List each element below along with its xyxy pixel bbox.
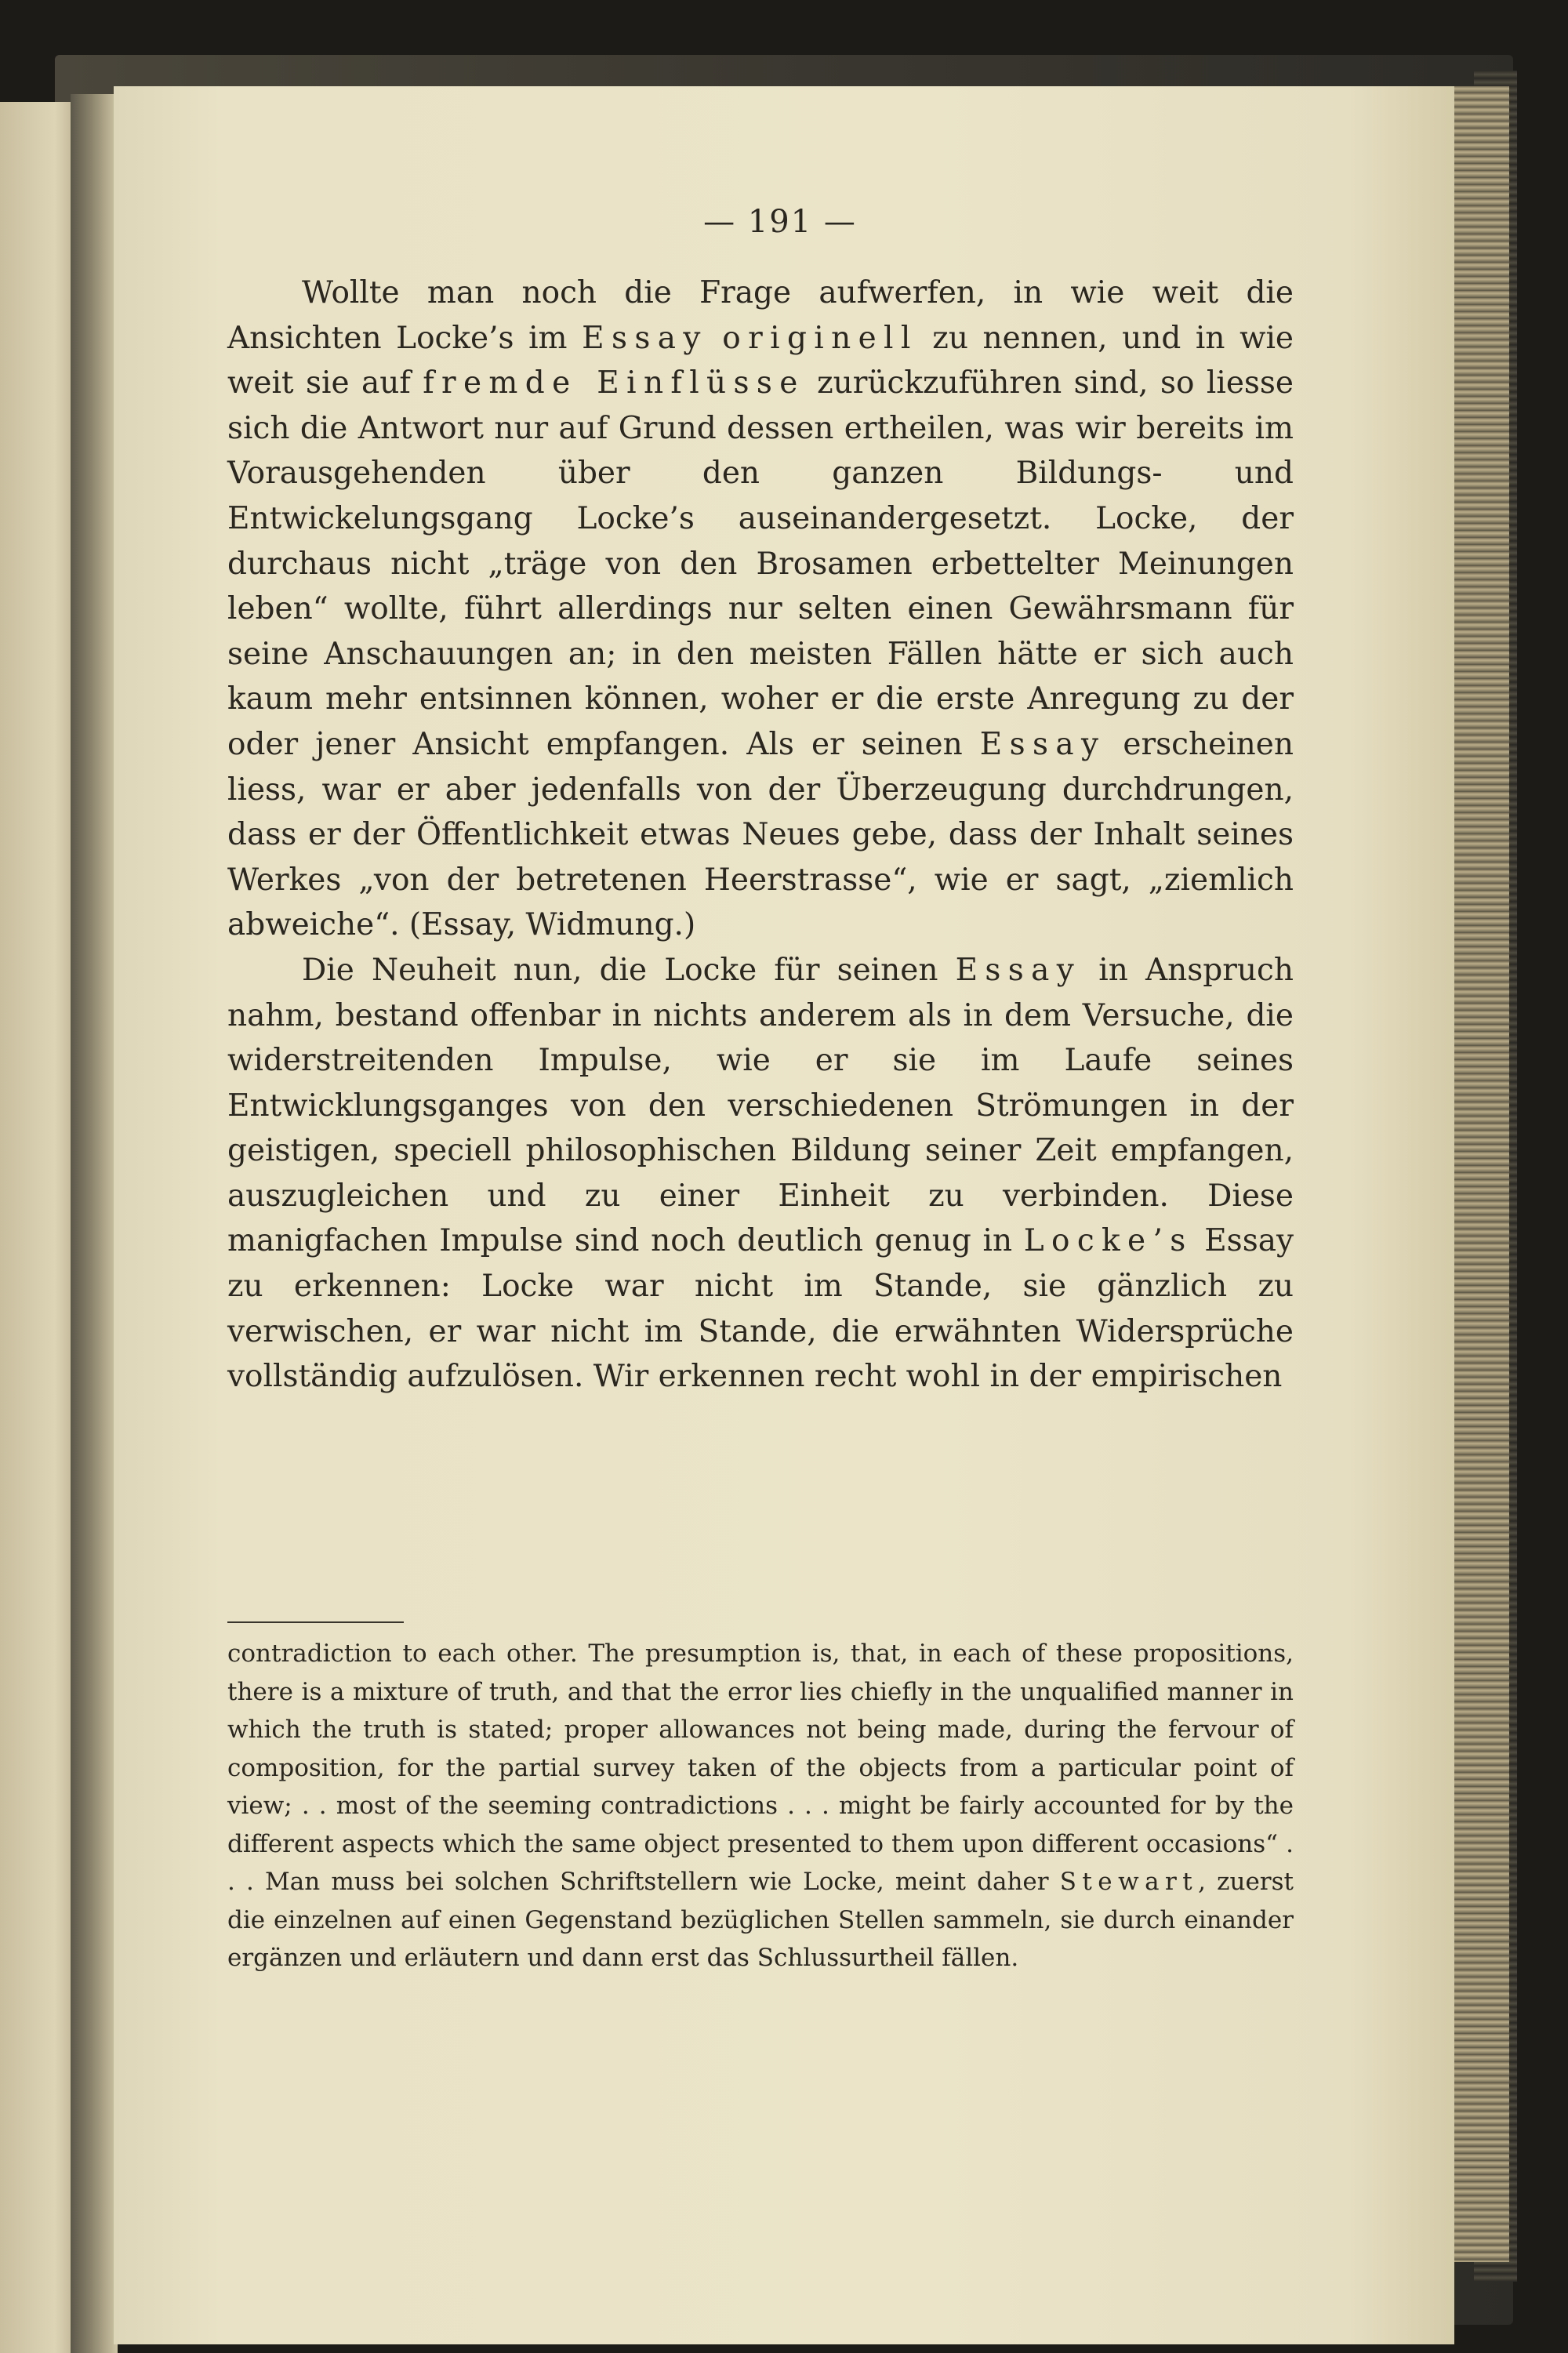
text-run: contradiction to each other. The presumption is, that, in each of these propositions, there is a mixture of truth, and that the error lies chiefly in the unqualified manner in which the truth is stated; proper allowances not being made, during the fervour of composition, for the partial survey taken of the objects from a particular point of view; . . most of the seeming contradictions . . . might be fairly accounted for by the different aspects which the same object presented to them upon different occasions“ . . . Man muss bei solchen Schriftstellern wie Locke, meint daher <box>227 1639 1294 1896</box>
emphasis-fremde-einfluesse: fremde Einflüsse <box>423 365 805 401</box>
paragraph-1 <box>227 271 1294 948</box>
text-run: Essay zu erkennen: Locke war nicht im Stande, sie gänzlich zu verwischen, er war nicht im Stande, die erwähnten Widersprüche vollständig aufzulösen. Wir erkennen recht wohl in der empirischen <box>227 1223 1294 1395</box>
text-run: in Anspruch nahm, bestand offenbar in nichts anderem als in dem Versuche, die widerstreitenden Impulse, wie er sie im Laufe seines Entwicklungsganges von den verschiedenen Strömungen in der geistigen, speciell philosophischen Bildung seiner Zeit empfangen, auszugleichen und zu einer Einheit zu verbinden. Diese manigfachen Impulse sind noch deutlich genug in <box>227 952 1294 1259</box>
book-gutter <box>71 94 118 2353</box>
paragraph-2 <box>227 948 1294 1400</box>
emphasis-stewart: Stewart <box>1059 1868 1199 1896</box>
text-run <box>708 321 723 356</box>
text-run: erscheinen liess, war er aber jedenfalls von der Überzeugung durchdrungen, dass er der Öffentlichkeit etwas Neues gebe, dass der Inhalt seines Werkes „von der betretenen Heerstrasse“, wie er sagt, „ziemlich abweiche“. (Essay, Widmung.) <box>227 726 1294 943</box>
emphasis-essay: Essay <box>955 952 1082 988</box>
text-run: Die Neuheit nun, die Locke für seinen <box>302 952 956 988</box>
emphasis-lockes: Locke’s <box>1023 1223 1193 1259</box>
book-page <box>114 86 1454 2344</box>
text-run: , zuerst die einzelnen auf einen Gegenstand bezüglichen Stellen sammeln, sie durch einander ergänzen und erläutern und dann erst das Schlussurtheil fällen. <box>227 1868 1294 1972</box>
emphasis-essay: Essay <box>979 726 1106 762</box>
text-run: zu nennen, und in wie weit sie auf <box>227 320 1294 401</box>
emphasis-originell: originell <box>722 320 918 356</box>
emphasis-essay: Essay <box>582 320 708 356</box>
text-run: zurückzuführen sind, so liesse sich die Antwort nur auf Grund dessen ertheilen, was wir bereits im Vorausgehenden über den ganzen Bildungs- und Entwickelungsgang Locke’s auseinandergesetzt. Locke, der durchaus nicht „träge von den Brosamen erbettelter Meinungen leben“ wollte, führt allerdings nur selten einen Gewährsmann für seine Anschauungen an; in den meisten Fällen hätte er sich auch kaum mehr entsinnen können, woher er die erste Anregung zu der oder jener Ansicht empfangen. Als er seinen <box>227 365 1294 762</box>
footnote <box>227 1635 1294 1977</box>
left-page-edge <box>0 102 78 2353</box>
page-number: — 191 — <box>703 204 857 240</box>
footnote-rule <box>227 1621 404 1623</box>
text-run: Wollte man noch die Frage aufwerfen, in wie weit die Ansichten Locke’s im <box>227 275 1294 356</box>
main-text <box>227 271 1294 1400</box>
